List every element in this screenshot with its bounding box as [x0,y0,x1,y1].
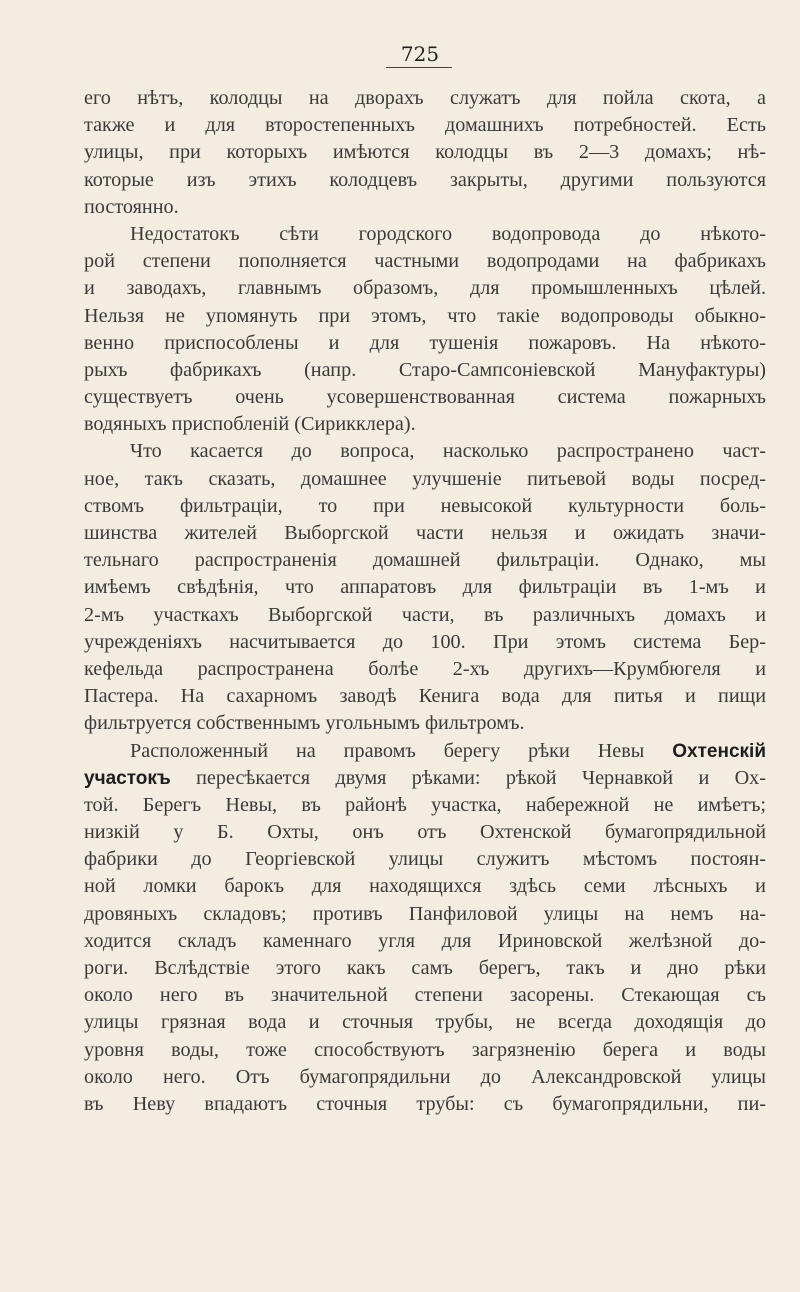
text-line: Нельзя не упомянуть при этомъ, что такіе водопроводы обыкно- [84,304,766,327]
text-line: которые изъ этихъ колодцевъ закрыты, другими пользуются [84,168,766,191]
text-line: его нѣтъ, колодцы на дворахъ служатъ для пойла скота, а [84,87,766,109]
text-line: рыхъ фабрикахъ (напр. Старо-Сампсоніевской Мануфактуры) [84,358,766,381]
text-line: 2-мъ участкахъ Выборгской части, въ различныхъ домахъ и [84,603,766,626]
text-line: и заводахъ, главнымъ образомъ, для промышленныхъ цѣлей. [84,277,766,300]
text-line: водяныхъ приспобленій (Сирикклера). [84,413,416,436]
text-line: дровяныхъ складовъ; противъ Панфиловой улицы на немъ на- [84,902,766,925]
text-line: постоянно. [84,195,179,218]
text-line: фабрики до Георгіевской улицы служитъ мѣстомъ постоян- [84,848,766,871]
page-number: 725 [400,42,440,66]
text-line [84,738,766,765]
text-line: Недостатокъ сѣти городского водопровода до нѣкото- [130,222,766,245]
text-line: венно приспособлены и для тушенія пожаровъ. На нѣкото- [84,331,766,354]
text-line: Пастера. На сахарномъ заводѣ Кенига вода для питья и пищи [84,685,766,708]
text-line: роги. Вслѣдствіе этого какъ самъ берегъ, такъ и дно рѣки [84,957,766,979]
text-line: около него. Отъ бумагопрядильни до Александровской улицы [84,1065,766,1088]
text-line: шинства жителей Выборгской части нельзя и ожидать значи- [84,522,766,544]
text-line: учрежденіяхъ насчитывается до 100. При этомъ система Бер- [84,630,766,653]
text-fragment: Расположенный на правомъ берегу рѣки Невы [130,739,673,762]
text-line: ной ломки барокъ для находящихся здѣсь семи лѣсныхъ и [84,875,766,898]
text-line: также и для второстепенныхъ домашнихъ потребностей. Есть [84,114,766,137]
text-line: улицы грязная вода и сточныя трубы, не всегда доходящія до [84,1011,766,1034]
text-line: ствомъ фильтраціи, то при невысокой культурности боль- [84,494,766,517]
text-line: Что касается до вопроса, насколько распространено част- [130,440,766,463]
text-line: имѣемъ свѣдѣнія, что аппаратовъ для фильтраціи въ 1-мъ и [84,576,766,599]
text-line: кефельда распространена болѣе 2-хъ другихъ—Крумбюгеля и [84,657,766,680]
text-fragment: пересѣкается двумя рѣками: рѣкой Чернавкой и Ох- [170,766,766,789]
text-line: низкій у Б. Охты, онъ отъ Охтенской бумагопрядильной [84,821,766,844]
district-name-bold: Охтенскій [672,740,766,762]
text-line: той. Берегъ Невы, въ районѣ участка, набережной не имѣетъ; [84,793,766,816]
text-line: существуетъ очень усовершенствованная система пожарныхъ [84,386,766,409]
text-line: около него въ значительной степени засорены. Стекающая съ [84,984,766,1007]
text-line: рой степени пополняется частными водопродами на фабрикахъ [84,250,766,273]
body-text [84,85,766,1118]
page-number-rule [386,67,452,68]
text-line: ное, такъ сказать, домашнее улучшеніе питьевой воды посред- [84,467,766,490]
text-line: ходится складъ каменнаго угля для Ириновской желѣзной до- [84,929,766,952]
text-line: тельнаго распространенія домашней фильтраціи. Однако, мы [84,549,766,572]
text-line: фильтруется собственнымъ угольнымъ фильтромъ. [84,712,525,735]
text-line: уровня воды, тоже способствуютъ загрязненію берега и воды [84,1038,766,1061]
text-line: въ Неву впадаютъ сточныя трубы: съ бумагопрядильни, пи- [84,1092,766,1115]
district-name-bold: участокъ [84,767,171,789]
text-line: улицы, при которыхъ имѣются колодцы въ 2—3 домахъ; нѣ- [84,141,766,164]
text-line [84,765,766,792]
